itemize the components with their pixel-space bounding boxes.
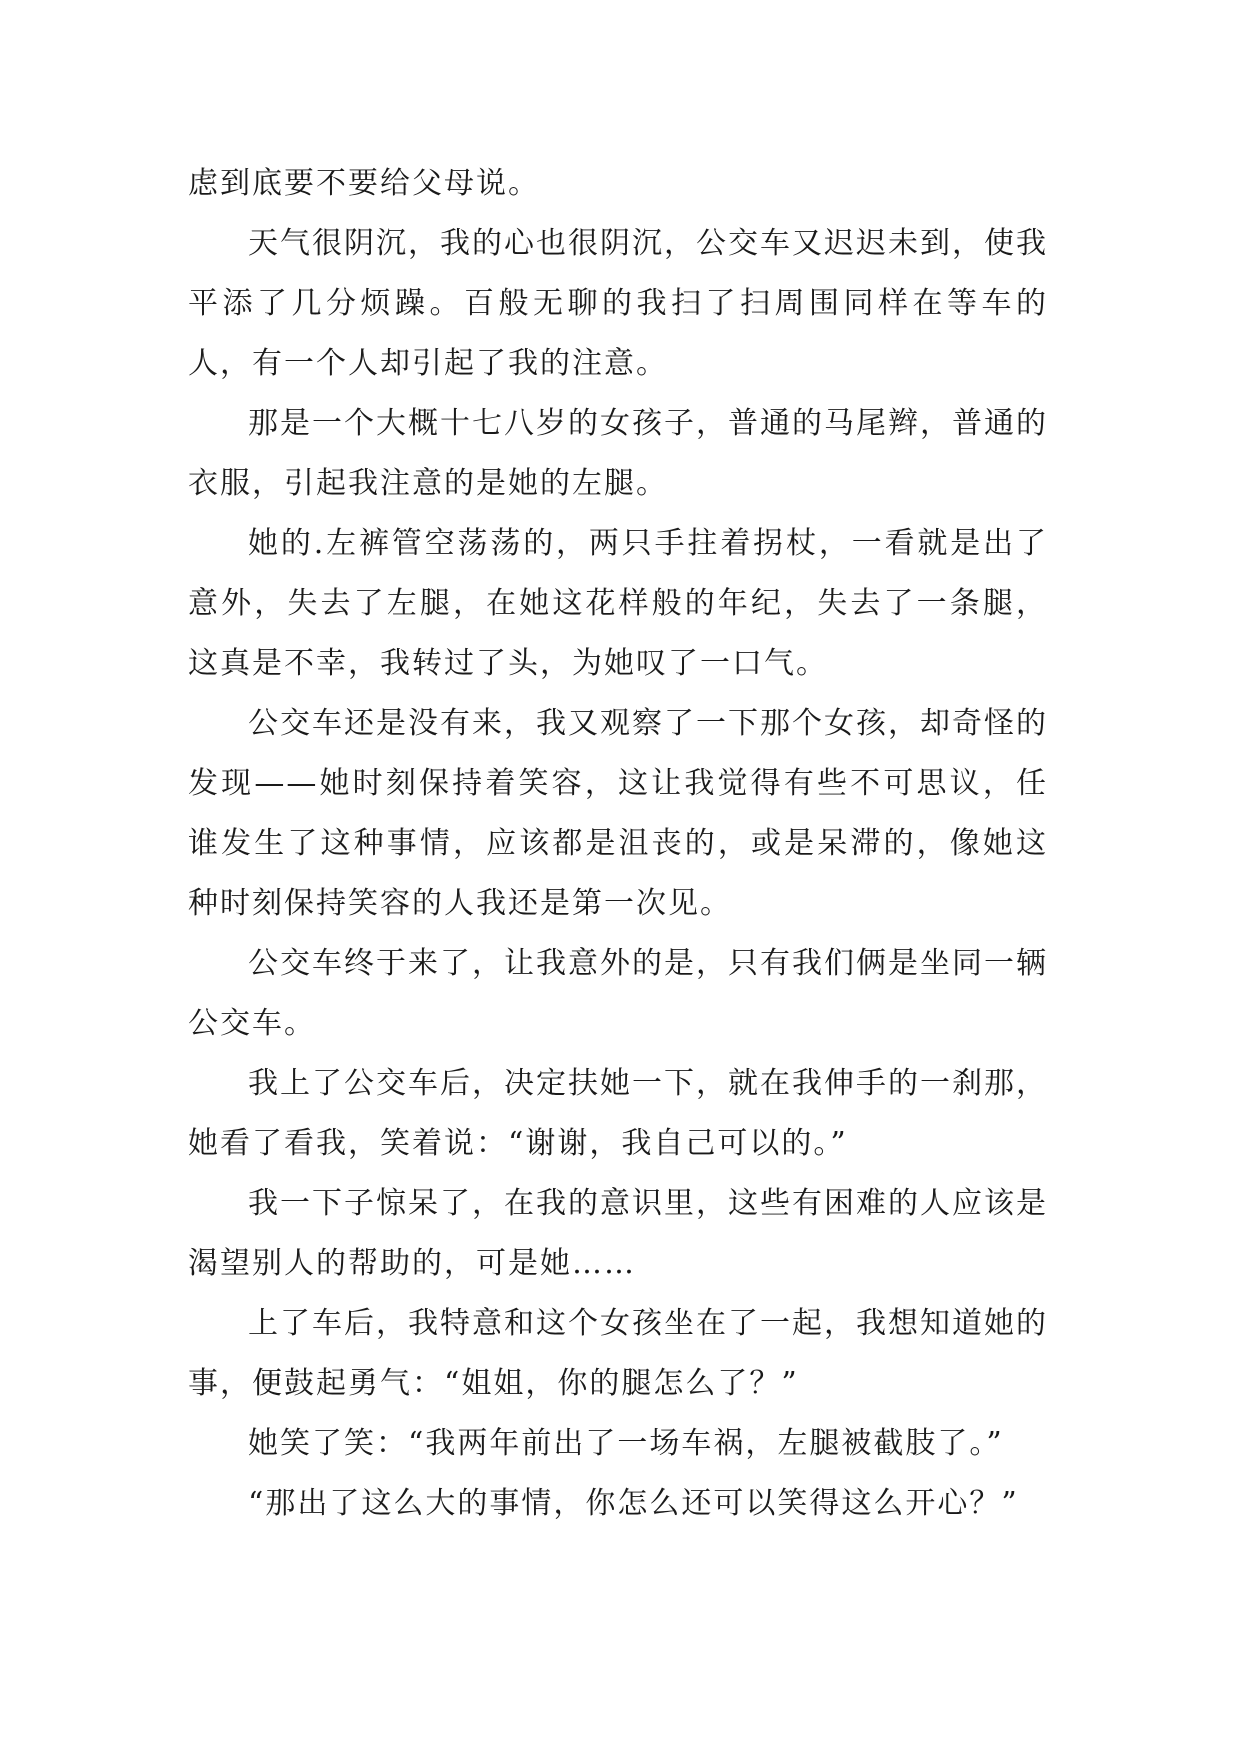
paragraph-1: 虑到底要不要给父母说。 [188,166,540,201]
paragraph-2: 天气很阴沉，我的心也很阴沉，公交车又迟迟未到，使我平添了几分烦躁。百般无聊的我扫了扫周围同样在等车的人，有一个人却引起了我的注意。 [188,226,1048,381]
paragraph-8: 我一下子惊呆了，在我的意识里，这些有困难的人应该是渴望别人的帮助的，可是她…… [188,1186,1048,1281]
body-text [188,154,1048,1534]
paragraph-7: 我上了公交车后，决定扶她一下，就在我伸手的一刹那，她看了看我，笑着说：“谢谢，我自己可以的。” [188,1066,1048,1161]
paragraph-6: 公交车终于来了，让我意外的是，只有我们俩是坐同一辆公交车。 [188,946,1048,1041]
paragraph-11: “那出了这么大的事情，你怎么还可以笑得这么开心？” [248,1486,1019,1521]
paragraph-4: 她的.左裤管空荡荡的，两只手拄着拐杖，一看就是出了意外，失去了左腿，在她这花样般的年纪，失去了一条腿，这真是不幸，我转过了头，为她叹了一口气。 [188,526,1048,681]
paragraph-5: 公交车还是没有来，我又观察了一下那个女孩，却奇怪的发现——她时刻保持着笑容，这让我觉得有些不可思议，任谁发生了这种事情，应该都是沮丧的，或是呆滞的，像她这种时刻保持笑容的人我还是第一次见。 [188,706,1048,921]
paragraph-9: 上了车后，我特意和这个女孩坐在了一起，我想知道她的事，便鼓起勇气：“姐姐，你的腿怎么了？” [188,1306,1048,1401]
paragraph-3: 那是一个大概十七八岁的女孩子，普通的马尾辫，普通的衣服，引起我注意的是她的左腿。 [188,406,1048,501]
paragraph-10: 她笑了笑：“我两年前出了一场车祸，左腿被截肢了。” [248,1426,1004,1461]
